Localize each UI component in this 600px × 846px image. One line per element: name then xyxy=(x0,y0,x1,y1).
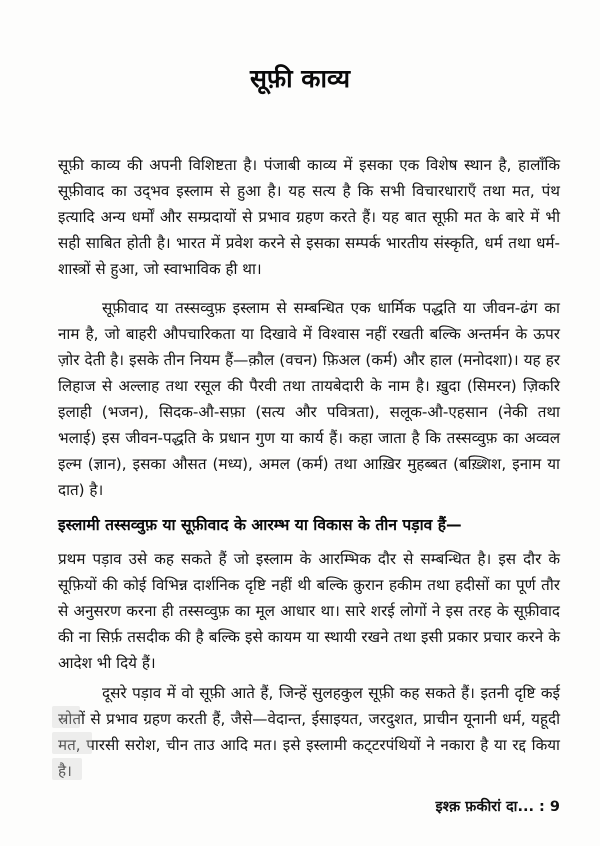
page-footer xyxy=(435,796,560,818)
paragraph-4: दूसरे पड़ाव में वो सूफ़ी आते हैं, जिन्हें सुलहकुल सूफ़ी कह सकते हैं। इतनी दृष्टि कई स्रोतों से प्रभाव ग्रहण करती हैं, जैसे—वेदान्त, ईसाइयत, जरदुशत, प्राचीन यूनानी धर्म, यहूदी मत, पारसी सरोश, चीन ताउ आदि मत। इसे इस्लामी कट्‌टरपंथियों ने नकारा है या रद्द किया है। xyxy=(58,684,560,780)
scan-smudge xyxy=(52,758,82,780)
scan-smudge xyxy=(52,732,92,754)
page-number: 9 xyxy=(549,799,560,815)
chapter-title: सूफ़ी काव्य xyxy=(249,64,351,93)
paragraph-3: प्रथम पड़ाव उसे कह सकते हैं जो इस्लाम के आरम्भिक दौर से सम्बन्धित है। इस दौर के सूफ़ियों की कोई विभिन्न दार्शनिक दृष्टि नहीं थी बल्कि क़ुरान हकीम तथा हदीसों का पूर्ण तौर से अनुसरण करना ही तस्सव्वुफ़ का मूल आधार था। सारे शरई लोगों ने इस तरह के सूफ़ीवाद की ना सिर्फ़ तसदीक की है बल्कि इसे कायम या स्थायी रखने तथा इसी प्रकार प्रचार करने के आदेश भी दिये हैं। xyxy=(58,550,560,672)
running-title: इश्क़ फ़कीरां दा... xyxy=(435,799,534,815)
paragraph-2: सूफ़ीवाद या तस्सव्वुफ़ इस्लाम से सम्बन्धित एक धार्मिक पद्धति या जीवन-ढंग का नाम है, जो बाहरी औपचारिकता या दिखावे में विश्वास नहीं रखती बल्कि अन्तर्मन के ऊपर ज़ोर देती है। इसके तीन नियम हैं—क़ौल (वचन) फ़िअल (कर्म) और हाल (मनोदशा)। यह हर लिहाज से अल्लाह तथा रसूल की पैरवी तथा तायबेदारी के नाम है। ख़ुदा (सिमरन) ज़िकरि इलाही (भजन), सिदक-औ-सफ़ा (सत्य और पवित्रता), सलूक-औ-एहसान (नेकी तथा भलाई) इस जीवन-पद्धति के प्रधान गुण या कार्य हैं। कहा जाता है कि तस्सव्वुफ़ का अव्वल इल्म (ज्ञान), इसका औसत (मध्य), अमल (कर्म) तथा आख़िर मुहब्बत (बख़्शिश, इनाम या दात) है। xyxy=(58,299,560,499)
paragraph-1: सूफ़ी काव्य की अपनी विशिष्टता है। पंजाबी काव्य में इसका एक विशेष स्थान है, हालाँकि सूफ़ीवाद का उद्‌भव इस्लाम से हुआ है। यह सत्य है कि सभी विचारधाराएँ तथा मत, पंथ इत्यादि अन्य धर्मों और सम्प्रदायों से प्रभाव ग्रहण करते हैं। यह बात सूफ़ी मत के बारे में भी सही साबित होती है। भारत में प्रवेश करने से इसका सम्पर्क भारतीय संस्कृति, धर्म तथा धर्म-शास्त्रों से हुआ, जो स्वाभाविक ही था। xyxy=(58,156,560,278)
footer-separator: : xyxy=(539,799,545,815)
scan-smudge xyxy=(52,706,80,728)
section-heading: इस्लामी तस्सव्वुफ़ या सूफ़ीवाद के आरम्भ या विकास के तीन पड़ाव हैं— xyxy=(58,516,462,534)
